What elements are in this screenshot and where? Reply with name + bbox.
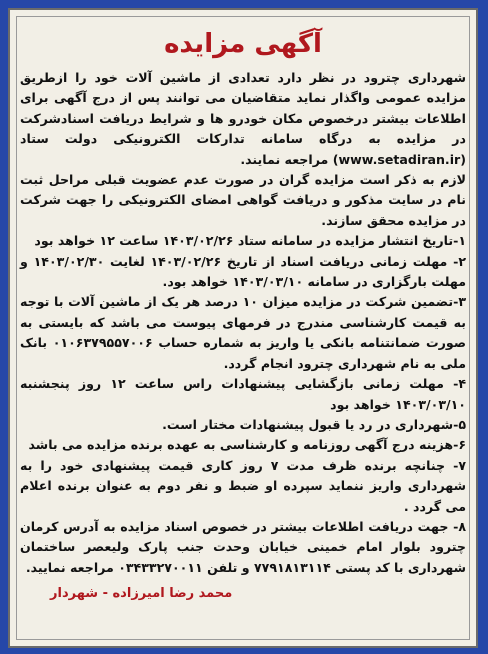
notice-paper (8, 8, 478, 648)
note-paragraph: لازم به ذکر است مزایده گران در صورت عدم عضویت قبلی مراحل ثبت نام در سایت مذکور و دریافت گواهی امضای الکترونیکی را جهت شرکت در مزایده محقق سازند. (20, 172, 466, 228)
item-3: ۳-تضمین شرکت در مزایده میزان ۱۰ درصد هر یک از ماشین آلات با توجه به قیمت کارشناسی مندرج در فرمهای پیوست می باشد که بایستی به صورت ضمانتنامه بانکی یا واریز به شماره حساب ۰۱۰۶۳۷۹۵۵۷۰۰۶ بانک ملی به نام شهرداری چترود انجام گردد. (20, 294, 466, 371)
item-6: ۶-هزینه درج آگهی روزنامه و کارشناسی به عهده برنده مزایده می باشد (28, 437, 466, 453)
item-2: ۲- مهلت زمانی دریافت اسناد از تاریخ ۱۴۰۳/۰۲/۲۶ لغایت ۱۴۰۳/۰۲/۳۰ و مهلت بارگزاری در سامانه ۱۴۰۳/۰۳/۱۰ خواهد بود. (20, 253, 466, 290)
item-7: ۷- چنانچه برنده ظرف مدت ۷ روز کاری قیمت پیشنهادی خود را به شهرداری واریز ننماید سپرده او ضبط و نفر دوم به عنوان برنده اعلام می گردد . (20, 457, 466, 514)
signature: محمد رضا امیرزاده - شهردار (50, 586, 233, 602)
item-8: ۸- جهت دریافت اطلاعات بیشتر در خصوص اسناد مزایده به آدرس کرمان چترود بلوار امام خمینی خیابان وحدت جنب پارک ولیعصر ساختمان شهرداری با کد پستی ۷۷۹۱۸۱۳۱۱۴ و تلفن ۰۳۴۳۳۲۷۰۰۱۱ مراجعه نمایید. (20, 518, 466, 575)
notice-content (20, 24, 466, 636)
item-1: ۱-تاریخ انتشار مزایده در سامانه ستاد ۱۴۰۳/۰۲/۲۶ ساعت ۱۲ خواهد بود (34, 233, 466, 249)
item-4: ۴- مهلت زمانی بازگشایی پیشنهادات راس ساعت ۱۲ روز پنجشنبه ۱۴۰۳/۰۳/۱۰ خواهد بود (20, 376, 467, 412)
intro-paragraph: شهرداری چترود در نظر دارد تعدادی از ماشین آلات خود را ازطریق مزایده عمومی واگذار نماید متقاضیان می توانند پس از درج آگهی برای اطلاعات بیشتر درخصوص مکان خودرو ها و شرایط دریافت اسنادشرکت در مزایده به درگاه سامانه تدارکات الکترونیکی دولت ستاد (www.setadiran.ir) مراجعه نمایند. (20, 70, 466, 167)
notice-title: آگهی مزایده (164, 29, 322, 59)
item-5: ۵-شهرداری در رد یا قبول پیشنهادات مختار است. (162, 416, 466, 432)
